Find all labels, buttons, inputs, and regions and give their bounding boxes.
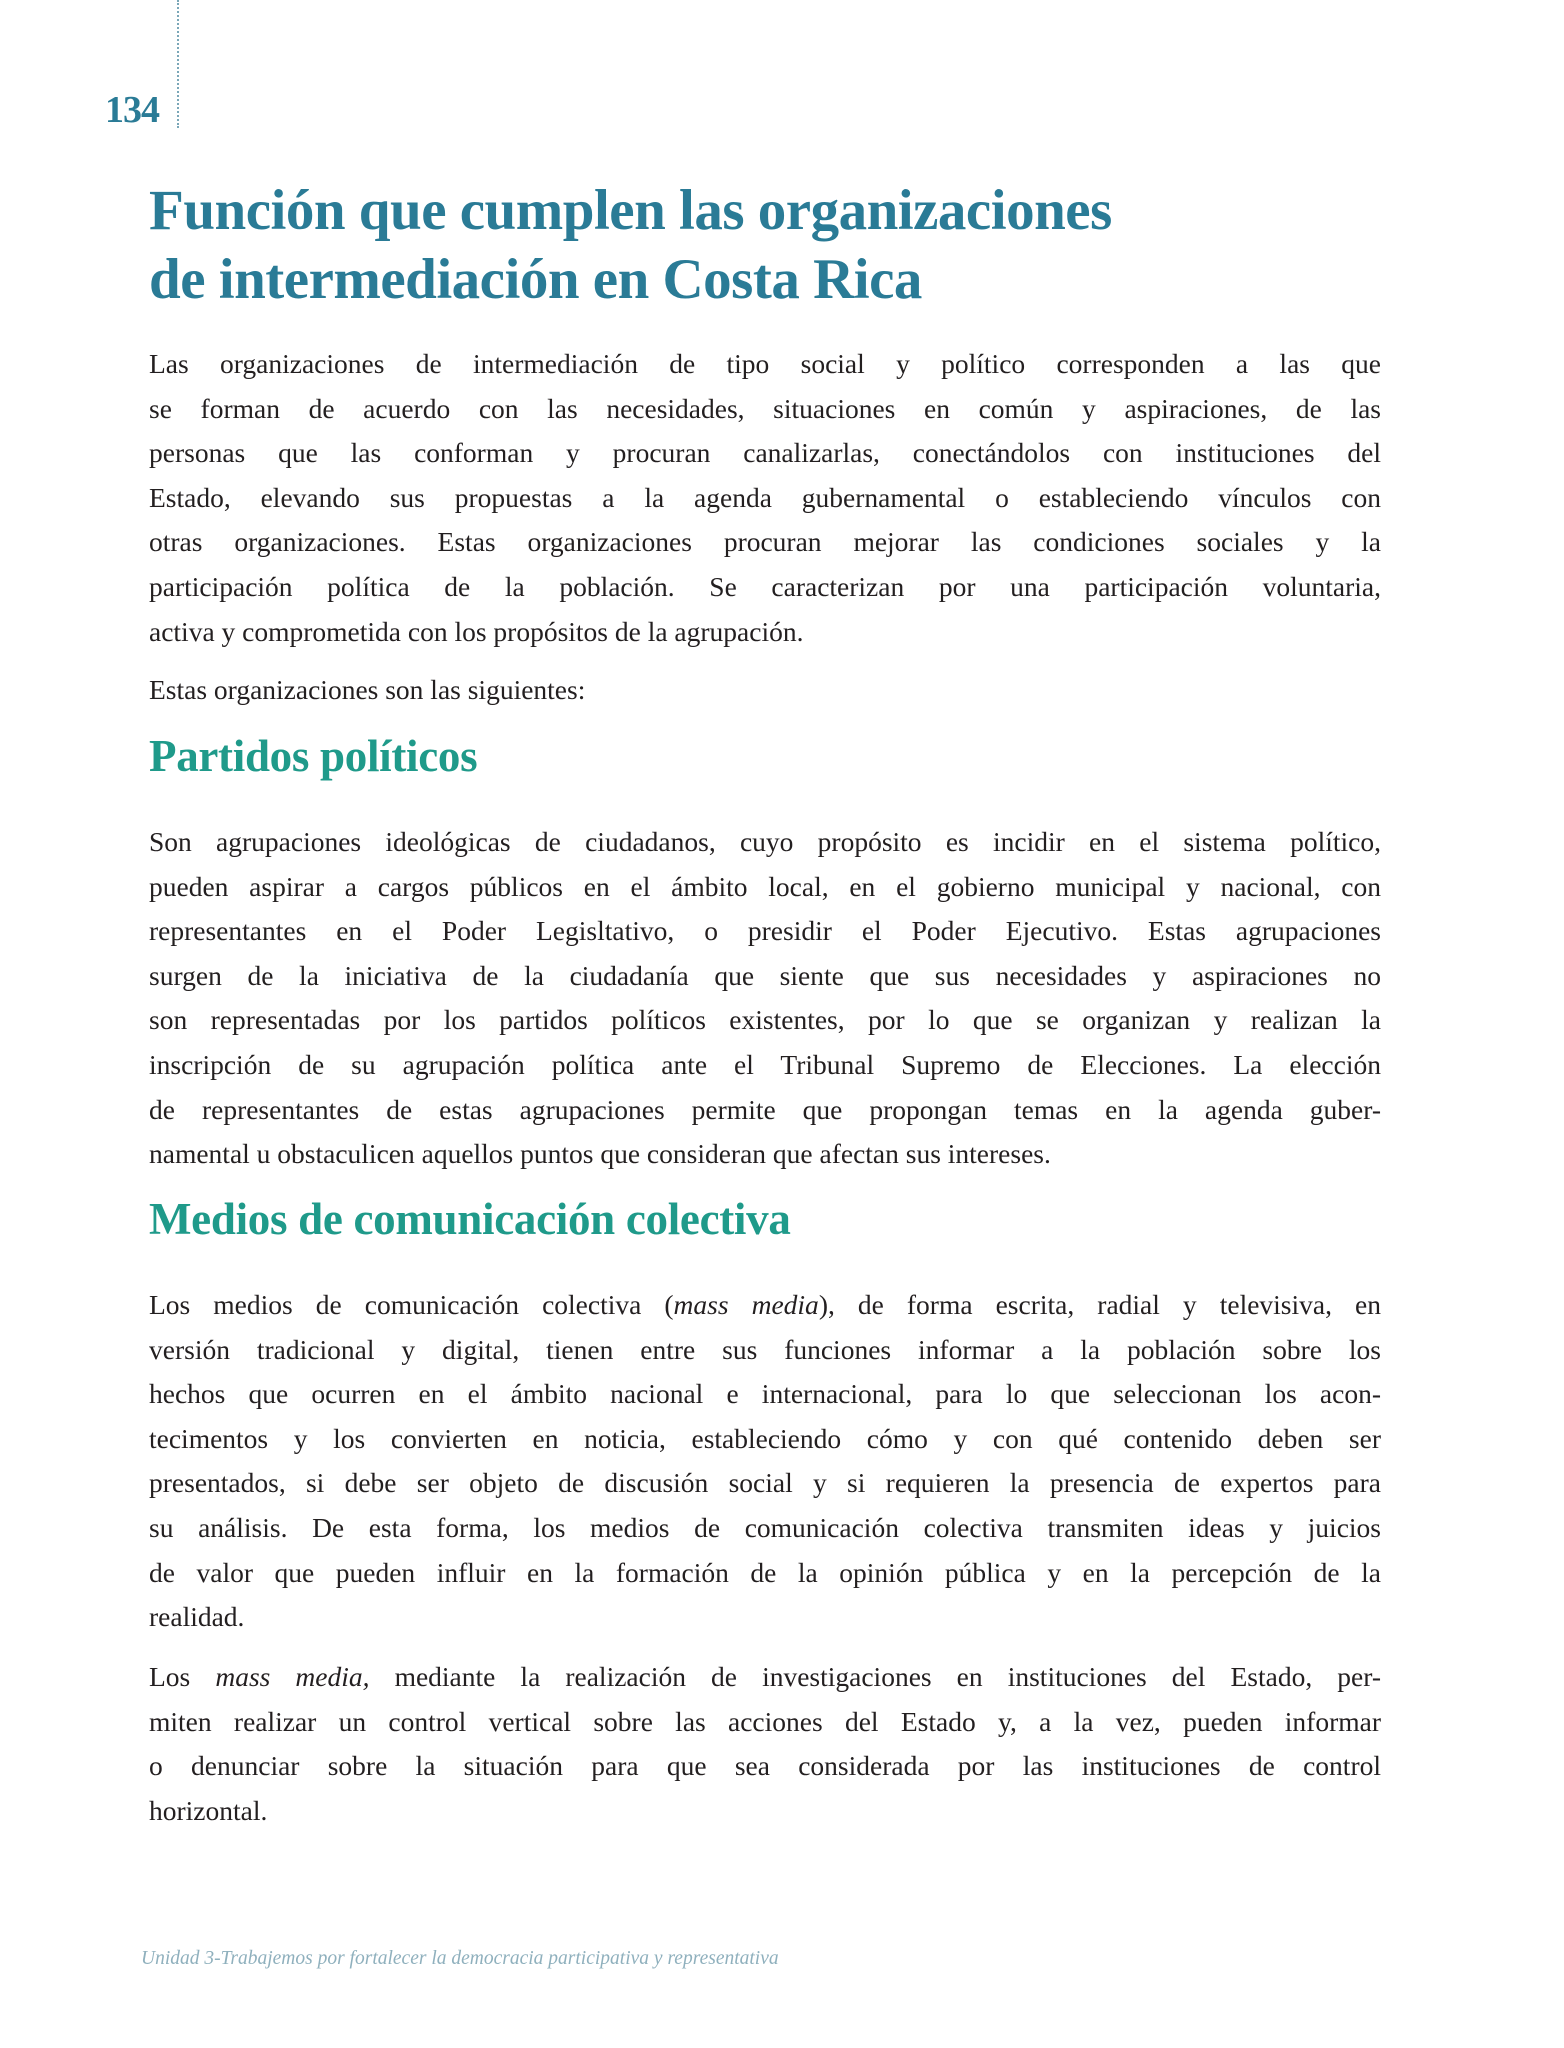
text-line <box>149 998 1381 1043</box>
text-line <box>149 1700 1381 1745</box>
mass-media-control-paragraph <box>149 1655 1381 1833</box>
text-line <box>149 1506 1381 1551</box>
text-segment: miten realizar un control vertical sobre las acciones del Estado y, a la vez, pueden informar <box>149 1705 1381 1737</box>
text-segment: presentados, si debe ser objeto de discusión social y si requieren la presencia de expertos para <box>149 1467 1381 1499</box>
text-segment: su análisis. De esta forma, los medios de comunicación colectiva transmiten ideas y juicios <box>149 1511 1381 1543</box>
margin-dotted-rule <box>177 0 179 128</box>
partidos-politicos-paragraph <box>149 820 1381 1177</box>
text-segment: mediante la realización de investigaciones en instituciones del Estado, per- <box>369 1661 1381 1692</box>
text-line <box>149 1043 1381 1088</box>
text-line <box>149 1595 1381 1640</box>
page-title <box>149 176 1112 314</box>
medios-comunicacion-paragraph <box>149 1283 1381 1640</box>
text-line <box>149 1132 1381 1177</box>
text-line <box>149 476 1381 521</box>
page-title-line: Función que cumplen las organizaciones <box>149 179 1112 242</box>
italic-term: mass media, <box>215 1661 370 1692</box>
text-segment: inscripción de su agrupación política ante el Tribunal Supremo de Elecciones. La elección <box>149 1048 1381 1080</box>
text-segment: ), de forma escrita, radial y televisiva, en <box>818 1289 1381 1320</box>
text-segment: activa y comprometida con los propósitos de la agrupación. <box>149 615 804 647</box>
text-segment: Estas organizaciones son las siguientes: <box>149 674 586 705</box>
text-line <box>149 668 1381 713</box>
text-line <box>149 565 1381 610</box>
text-segment: o denunciar sobre la situación para que sea considerada por las instituciones de control <box>149 1750 1381 1782</box>
text-segment: Son agrupaciones ideológicas de ciudadanos, cuyo propósito es incidir en el sistema político, <box>149 826 1381 857</box>
text-line <box>149 909 1381 954</box>
intro-paragraph <box>149 342 1381 654</box>
text-line <box>149 1461 1381 1506</box>
text-line <box>149 1417 1381 1462</box>
text-line <box>149 1551 1381 1596</box>
text-line <box>149 1789 1381 1834</box>
text-segment: se forman de acuerdo con las necesidades, situaciones en común y aspiraciones, de las <box>149 392 1381 424</box>
text-segment: participación política de la población. Se caracterizan por una participación voluntaria, <box>149 570 1381 602</box>
text-line <box>149 387 1381 432</box>
text-segment: de representantes de estas agrupaciones permite que propongan temas en la agenda guber- <box>149 1093 1381 1125</box>
text-segment: horizontal. <box>149 1794 268 1826</box>
text-line <box>149 820 1381 865</box>
page-title-line: de intermediación en Costa Rica <box>149 248 922 311</box>
italic-term: mass media <box>673 1289 819 1320</box>
section-heading-partidos-politicos: Partidos políticos <box>149 731 478 781</box>
text-line <box>149 610 1381 655</box>
text-segment: Los medios de comunicación colectiva ( <box>149 1289 674 1320</box>
text-segment: son representadas por los partidos políticos existentes, por lo que se organizan y realizan la <box>149 1004 1381 1036</box>
text-segment: surgen de la iniciativa de la ciudadanía que siente que sus necesidades y aspiraciones no <box>149 959 1381 991</box>
text-line <box>149 431 1381 476</box>
text-line <box>149 1088 1381 1133</box>
text-segment: representantes en el Poder Legisltativo, o presidir el Poder Ejecutivo. Estas agrupaciones <box>149 915 1381 947</box>
text-segment: Los <box>149 1661 216 1692</box>
text-segment: personas que las conforman y procuran canalizarlas, conectándolos con instituciones del <box>149 437 1381 469</box>
section-heading-medios-comunicacion: Medios de comunicación colectiva <box>149 1194 791 1244</box>
text-line <box>149 520 1381 565</box>
text-line <box>149 1328 1381 1373</box>
text-line <box>149 865 1381 910</box>
text-segment: tecimentos y los convierten en noticia, estableciendo cómo y con qué contenido deben ser <box>149 1422 1381 1454</box>
text-line <box>149 1283 1381 1328</box>
text-segment: Las organizaciones de intermediación de tipo social y político corresponden a las que <box>149 348 1381 379</box>
text-segment: de valor que pueden influir en la formación de la opinión pública y en la percepción de la <box>149 1556 1381 1588</box>
text-segment: namental u obstaculicen aquellos puntos que consideran que afectan sus intereses. <box>149 1138 1051 1170</box>
text-segment: hechos que ocurren en el ámbito nacional e internacional, para lo que seleccionan los acon- <box>149 1378 1381 1410</box>
text-line <box>149 342 1381 387</box>
page-number: 134 <box>105 89 159 131</box>
text-segment: realidad. <box>149 1601 245 1633</box>
text-segment: Estado, elevando sus propuestas a la agenda gubernamental o estableciendo vínculos con <box>149 481 1381 513</box>
text-line <box>149 1744 1381 1789</box>
running-footer: Unidad 3-Trabajemos por fortalecer la democracia participativa y representativa <box>141 1948 779 1969</box>
text-segment: otras organizaciones. Estas organizaciones procuran mejorar las condiciones sociales y la <box>149 526 1381 558</box>
text-segment: pueden aspirar a cargos públicos en el ámbito local, en el gobierno municipal y nacional, con <box>149 870 1381 902</box>
text-line <box>149 954 1381 999</box>
text-line <box>149 1655 1381 1700</box>
text-segment: versión tradicional y digital, tienen entre sus funciones informar a la población sobre los <box>149 1333 1381 1365</box>
text-line <box>149 1372 1381 1417</box>
list-intro-paragraph <box>149 668 1381 713</box>
